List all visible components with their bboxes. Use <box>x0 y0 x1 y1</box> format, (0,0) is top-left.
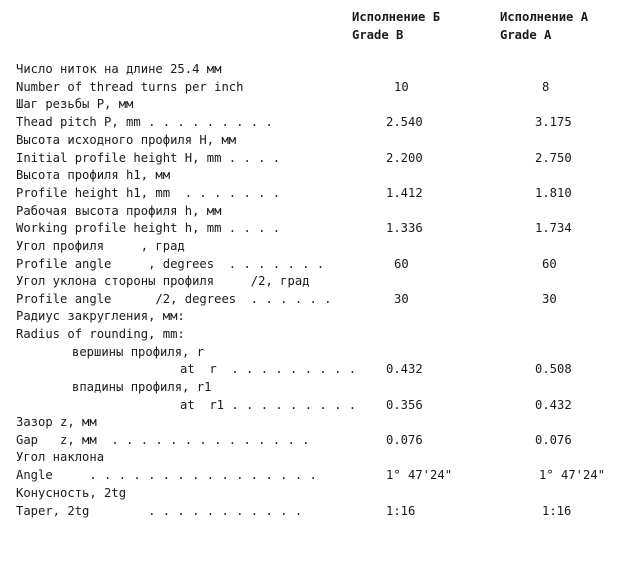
row-label-ru <box>0 204 625 222</box>
row-label-ru <box>0 380 625 398</box>
row-label-ru <box>0 239 625 257</box>
taper-grade-b: 1:16 <box>386 504 416 518</box>
crest-radius-grade-a: 0.508 <box>535 362 572 376</box>
working-height-grade-a: 1.734 <box>535 221 572 235</box>
working-height-grade-b: 1.336 <box>386 221 423 235</box>
taper-label: Taper, 2tg . . . . . . . . . . . <box>16 504 303 518</box>
flank-angle-grade-a: 30 <box>542 292 557 306</box>
profile-angle-grade-a: 60 <box>542 257 557 271</box>
profile-angle-label-ru: Угол профиля , град <box>16 239 185 253</box>
thread-turns-grade-b: 10 <box>394 80 409 94</box>
row-label-ru <box>0 168 625 186</box>
gap-grade-a: 0.076 <box>535 433 572 447</box>
flank-angle-label-ru: Угол уклона стороны профиля /2, град <box>16 274 310 288</box>
table-row <box>0 221 625 239</box>
table-row <box>0 186 625 204</box>
table-row <box>0 151 625 169</box>
inclination-grade-b: 1° 47'24" <box>386 468 453 482</box>
crest-radius-grade-b: 0.432 <box>386 362 423 376</box>
thread-pitch-label: Thead pitch P, mm . . . . . . . . . <box>16 115 273 129</box>
gap-label: Gap z, мм . . . . . . . . . . . . . . <box>16 433 310 447</box>
profile-height-label-ru: Высота профиля h1, мм <box>16 168 171 182</box>
row-label-ru <box>0 62 625 80</box>
inclination-label-ru: Угол наклона <box>16 450 105 464</box>
table-row <box>0 398 625 416</box>
table-row <box>0 115 625 133</box>
grade-b-header-en: Grade B <box>352 28 404 42</box>
thread-turns-grade-a: 8 <box>542 80 550 94</box>
initial-height-grade-a: 2.750 <box>535 151 572 165</box>
grade-a-header-en: Grade A <box>500 28 552 42</box>
thread-turns-label-ru: Число ниток на длине 25.4 мм <box>16 62 222 76</box>
row-label-ru <box>0 309 625 327</box>
table-row <box>0 292 625 310</box>
taper-grade-a: 1:16 <box>542 504 572 518</box>
inclination-label: Angle . . . . . . . . . . . . . . . . <box>16 468 317 482</box>
table-row <box>0 362 625 380</box>
profile-angle-grade-b: 60 <box>394 257 409 271</box>
profile-height-grade-b: 1.412 <box>386 186 423 200</box>
profile-angle-label: Profile angle , degrees . . . . . . . <box>16 257 325 271</box>
flank-angle-grade-b: 30 <box>394 292 409 306</box>
root-radius-grade-b: 0.356 <box>386 398 423 412</box>
root-label-ru: впадины профиля, r1 <box>72 380 212 394</box>
root-radius-grade-a: 0.432 <box>535 398 572 412</box>
row-label <box>0 327 625 345</box>
rounding-radius-label-ru: Радиус закругления, мм: <box>16 309 185 323</box>
row-label-ru <box>0 345 625 363</box>
header-row-en <box>0 28 625 46</box>
table-row <box>0 433 625 451</box>
root-radius-label: at r1 . . . . . . . . . <box>180 398 357 412</box>
profile-height-grade-a: 1.810 <box>535 186 572 200</box>
table-row <box>0 80 625 98</box>
row-label-ru <box>0 97 625 115</box>
thread-turns-label: Number of thread turns per inch <box>16 80 244 94</box>
grade-a-header-ru: Исполнение А <box>500 10 589 24</box>
table-row <box>0 257 625 275</box>
header-row-ru <box>0 10 625 28</box>
thread-pitch-grade-a: 3.175 <box>535 115 572 129</box>
taper-label-ru: Конусность, 2tg <box>16 486 127 500</box>
rounding-radius-label: Radius of rounding, mm: <box>16 327 185 341</box>
inclination-grade-a: 1° 47'24" <box>539 468 606 482</box>
working-height-label: Working profile height h, mm . . . . <box>16 221 281 235</box>
gap-grade-b: 0.076 <box>386 433 423 447</box>
row-label-ru <box>0 133 625 151</box>
table-row <box>0 468 625 486</box>
initial-height-label: Initial profile height H, mm . . . . <box>16 151 281 165</box>
grade-b-header-ru: Исполнение Б <box>352 10 441 24</box>
initial-height-grade-b: 2.200 <box>386 151 423 165</box>
table-row <box>0 504 625 522</box>
row-label-ru <box>0 486 625 504</box>
flank-angle-label: Profile angle /2, degrees . . . . . . <box>16 292 332 306</box>
thread-pitch-label-ru: Шаг резьбы P, мм <box>16 97 134 111</box>
crest-label-ru: вершины профиля, r <box>72 345 205 359</box>
profile-height-label: Profile height h1, mm . . . . . . . <box>16 186 281 200</box>
initial-height-label-ru: Высота исходного профиля H, мм <box>16 133 237 147</box>
row-label-ru <box>0 415 625 433</box>
crest-radius-label: at r . . . . . . . . . <box>180 362 357 376</box>
row-label-ru <box>0 450 625 468</box>
working-height-label-ru: Рабочая высота профиля h, мм <box>16 204 222 218</box>
thread-pitch-grade-b: 2.540 <box>386 115 423 129</box>
row-label-ru <box>0 274 625 292</box>
gap-label-ru: Зазор z, мм <box>16 415 97 429</box>
